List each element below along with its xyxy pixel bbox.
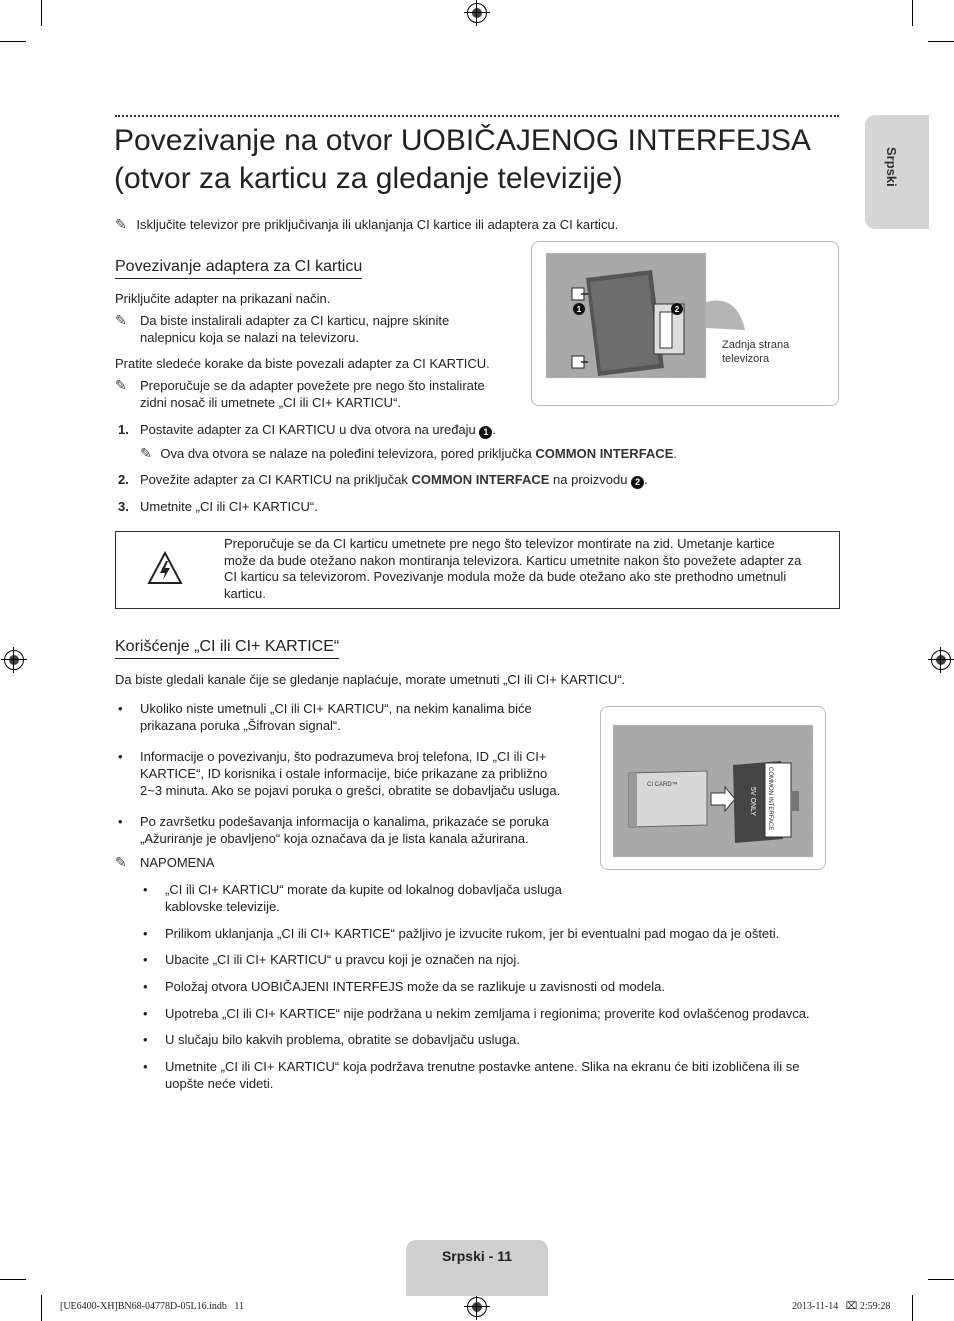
bullet-icon: • [143, 1059, 148, 1074]
caption-line1: Zadnja strana [722, 339, 790, 351]
b1-line2: prikazana poruka „Šifrovan signal“. [140, 718, 341, 733]
step1-note-text: Ova dva otvora se nalaze na poleđini televizora, pored priključka [160, 446, 532, 461]
page-title-line2: (otvor za karticu za gledanje televizije) [114, 162, 623, 195]
bullet-icon: • [143, 926, 148, 941]
note2-line2: zidni nosač ili umetnete „CI ili CI+ KARTICU“. [140, 395, 401, 410]
section-heading [115, 257, 362, 279]
bullet-icon: • [143, 979, 148, 994]
callout-shape [706, 301, 745, 330]
card-label: CI CARD™ [647, 782, 678, 788]
page-number-tab [406, 1240, 548, 1296]
ci-card [629, 771, 707, 827]
b2-line3: 2~3 minuta. Ako se pojavi poruka o grešci, obratite se dobavljaču usluga. [140, 783, 561, 798]
registration-mark-icon [467, 1297, 487, 1317]
step-1: 1. Postavite adapter za CI KARTICU u dva otvora na uređaju 1 . [118, 422, 497, 437]
n7-line1: Umetnite „CI ili CI+ KARTICU“ koja podržava trenutne postavke antene. Slika na ekranu će biti izobličena ili se [165, 1059, 800, 1074]
b2-line1: Informacije o povezivanju, što podrazumeva broj telefona, ID „CI ili CI+ [140, 749, 547, 764]
footer-right: 2013-11-14 ⌧ 2:59:28 [792, 1301, 891, 1312]
step-number: 2. [118, 472, 129, 487]
title-divider [115, 115, 839, 117]
caution-line3: CI karticu sa televizorom. Povezivanje modula može da bude otežano ako ste prethodno umetnuli [224, 569, 787, 584]
figure-badge-1: 1 [576, 305, 582, 314]
pencil-note-icon: ✎ [115, 312, 127, 328]
figure-badge-2: 2 [674, 305, 680, 314]
caution-text [224, 536, 801, 602]
pencil-note-icon: ✎ [115, 216, 127, 232]
bullet-icon: • [143, 1006, 148, 1021]
section1-note1 [115, 312, 450, 345]
crop-mark [928, 1279, 954, 1280]
napomena-label: NAPOMENA [140, 855, 215, 870]
language-tab-label: Srpski [884, 147, 899, 187]
note-item [143, 1005, 810, 1022]
napomena-note [115, 854, 215, 871]
registration-mark-icon [467, 3, 487, 23]
step-number: 1. [118, 422, 129, 437]
section-heading [115, 637, 339, 659]
bullet-icon: • [143, 1032, 148, 1047]
bullet-icon: • [143, 952, 148, 967]
adapter-figure [531, 241, 839, 406]
note1-line2: nalepnicu koja se nalazi na televizoru. [140, 330, 359, 345]
pencil-note-icon: ✎ [115, 377, 127, 393]
step-3 [118, 498, 318, 515]
n7-line2: uopšte neće videti. [165, 1076, 274, 1091]
section1-steps-intro: Pratite sledeće korake da biste povezali adapter za CI KARTICU. [115, 356, 490, 371]
note-item [143, 1058, 800, 1091]
crop-mark [0, 41, 26, 42]
crop-mark [912, 0, 913, 26]
step-2: 2. Povežite adapter za CI KARTICU na priključak COMMON INTERFACE na proizvodu 2 . [118, 472, 648, 487]
language-tab [865, 115, 929, 229]
note-item [143, 881, 562, 914]
note2-line1: Preporučuje se da adapter povežete pre nego što instalirate [140, 378, 485, 393]
bullet-icon: • [143, 882, 148, 897]
section2-heading: Korišćenje „CI ili CI+ KARTICE“ [115, 637, 339, 659]
n5: Upotreba „CI ili CI+ KARTICE“ nije podržana u nekim zemljama i regionima; proverite kod ovlašćenog prodavca. [165, 1006, 810, 1021]
figure-caption [722, 338, 789, 366]
section2-intro: Da biste gledali kanale čije se gledanje naplaćuje, morate umetnuti „CI ili CI+ KARTICU“. [115, 672, 626, 687]
note-item [143, 978, 665, 995]
footer-left: [UE6400-XH]BN68-04778D-05L16.indb 11 [60, 1301, 245, 1312]
step-1-note: ✎ Ova dva otvora se nalaze na poleđini televizora, pored priključka COMMON INTERFACE. [140, 445, 677, 461]
b1-line1: Ukoliko niste umetnuli „CI ili CI+ KARTICU“, na nekim kanalima biće [140, 701, 532, 716]
n4: Položaj otvora UOBIČAJENI INTERFEJS može da se razlikuje u zavisnosti od modela. [165, 979, 665, 994]
section1-note2 [115, 377, 485, 410]
note1-line1: Da biste instalirali adapter za CI karticu, najpre skinite [140, 313, 450, 328]
caption-line2: televizora [722, 353, 770, 365]
page-title-line1: Povezivanje na otvor UOBIČAJENOG INTERFEJSA [114, 124, 811, 157]
crop-mark [0, 1279, 26, 1280]
note-item [143, 925, 780, 942]
step3-text: Umetnite „CI ili CI+ KARTICU“. [140, 499, 318, 514]
bullet-item [118, 700, 532, 733]
step2-text-c: na proizvodu [553, 472, 628, 487]
badge-2-icon: 2 [631, 476, 644, 489]
step1-text: Postavite adapter za CI KARTICU u dva otvora na uređaju [140, 422, 476, 437]
module-label-2: 5V ONLY [749, 787, 756, 817]
common-interface-label: COMMON INTERFACE [535, 446, 674, 461]
b3-line2: „Ažuriranje je obavljeno“ koja označava da je lista kanala ažurirana. [140, 831, 529, 846]
caution-box [115, 531, 840, 609]
crop-mark [912, 1295, 913, 1321]
bullet-item [118, 748, 561, 798]
module-label-1: COMMON INTERFACE [767, 767, 773, 831]
step-number: 3. [118, 499, 129, 514]
caution-line1: Preporučuje se da CI karticu umetnete pre nego što televizor montirate na zid. Umetanje kartice [224, 536, 775, 551]
note-item [143, 1031, 520, 1048]
step2-text-a: Povežite adapter za CI KARTICU na priključak [140, 472, 408, 487]
pencil-note-icon: ✎ [140, 445, 152, 461]
n1-line1: „CI ili CI+ KARTICU“ morate da kupite od lokalnog dobavljača usluga [165, 882, 562, 897]
ci-card-figure [600, 706, 826, 870]
badge-1-icon: 1 [479, 426, 492, 439]
bullet-icon: • [118, 701, 123, 716]
n1-line2: kablovske televizije. [165, 899, 280, 914]
page-title [114, 122, 854, 198]
caution-line4: karticu. [224, 585, 266, 601]
top-note [115, 216, 618, 233]
b2-line2: KARTICE“, ID korisnika i ostale informacije, biće prikazane za približno [140, 766, 548, 781]
caution-line2: može da bude otežano nakon montiranja televizora. Karticu umetnite nakon što povežete adapter za [224, 552, 802, 568]
bullet-icon: • [118, 749, 123, 764]
adapter-illustration [532, 242, 838, 405]
ci-card-illustration [601, 707, 825, 869]
n3: Ubacite „CI ili CI+ KARTICU“ u pravcu koji je označen na njoj. [165, 952, 520, 967]
note-item [143, 951, 520, 968]
b3-line1: Po završetku podešavanja informacija o kanalima, prikazaće se poruka [140, 814, 549, 829]
registration-mark-icon [931, 650, 951, 670]
top-note-text: Isključite televizor pre priključivanja ili uklanjanja CI kartice ili adaptera za CI karticu. [136, 217, 619, 232]
crop-mark [41, 1295, 42, 1321]
n2: Prilikom uklanjanja „CI ili CI+ KARTICE“ pažljivo je izvucite rukom, jer bi eventualni pad mogao da je ošteti. [165, 926, 780, 941]
bullet-item [118, 813, 549, 846]
section1-intro: Priključite adapter na prikazani način. [115, 291, 331, 306]
crop-mark [41, 0, 42, 26]
warning-triangle-icon [147, 551, 183, 585]
bullet-icon: • [118, 814, 123, 829]
common-interface-label: COMMON INTERFACE [411, 472, 550, 487]
n6: U slučaju bilo kakvih problema, obratite se dobavljaču usluga. [165, 1032, 520, 1047]
page-number: Srpski - 11 [441, 1248, 513, 1264]
section1-heading: Povezivanje adaptera za CI karticu [115, 257, 362, 279]
pencil-note-icon: ✎ [115, 854, 127, 870]
registration-mark-icon [4, 650, 24, 670]
crop-mark [928, 41, 954, 42]
